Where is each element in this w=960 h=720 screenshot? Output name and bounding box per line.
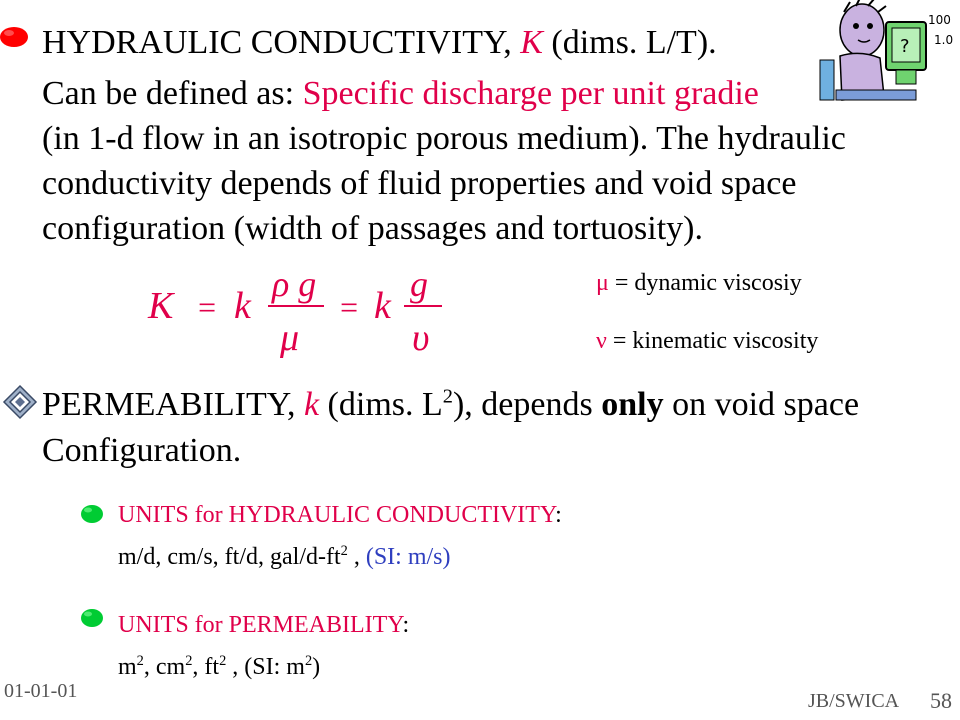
equation-equals-1: = [196, 289, 218, 325]
definition-line: Can be defined as: Specific discharge per unit gradie [42, 75, 759, 112]
diamond-bullet-icon [2, 384, 38, 420]
equation-k-2: k [374, 285, 391, 327]
description-line-5: configuration (width of passages and tortuosity). [42, 210, 703, 247]
units-hydraulic-values: m/d, cm/s, ft/d, gal/$d-ft^2$ , (SI: m/s) [118, 543, 451, 570]
footer-date: 01-01-01 [4, 680, 78, 702]
description-line-4: conductivity depends of fluid properties and void space [42, 165, 797, 202]
equation-K: K [148, 285, 174, 327]
equation-k-1: k [234, 285, 251, 327]
units-permeability-heading: UNITS for PERMEABILITY: [118, 612, 410, 638]
equation-denominator-2: υ [412, 317, 430, 359]
units-permeability-values: $m^2$, $cm^2$, $ft^2$ , (SI: $m^2$) [118, 653, 321, 680]
equation-numerator-2: g [410, 264, 428, 304]
green-circle-bullet-icon [80, 608, 104, 628]
hydraulic-conductivity-title: HYDRAULIC CONDUCTIVITY, K (dims. L/T). [42, 24, 717, 61]
equation-denominator-1: μ [280, 317, 300, 359]
equation-equals-2: = [338, 289, 360, 325]
person-at-computer-clipart [800, 0, 960, 108]
conductivity-equation [140, 260, 460, 370]
equation-numerator-1: ρ g [272, 264, 317, 304]
red-circle-bullet-icon [0, 26, 30, 48]
permeability-line-2: Configuration. [42, 432, 242, 469]
svg-text:?: ? [900, 36, 910, 57]
green-circle-bullet-icon [80, 504, 104, 524]
units-hydraulic-heading: UNITS for HYDRAULIC CONDUCTIVITY: [118, 502, 562, 528]
slide-number: 58 [930, 688, 952, 713]
nu-legend: ν = kinematic viscosity [596, 328, 819, 354]
mu-legend: μ = dynamic viscosiy [596, 270, 802, 296]
footer-author: JB/SWICA [808, 690, 900, 712]
description-line-3: (in 1-d flow in an isotropic porous medium). The hydraulic [42, 120, 846, 157]
permeability-title: PERMEABILITY, k (dims. $L^2$), depends only on void space [42, 385, 860, 423]
svg-text:1.0: 1.0 [934, 33, 954, 47]
svg-text:100: 100 [928, 13, 951, 27]
